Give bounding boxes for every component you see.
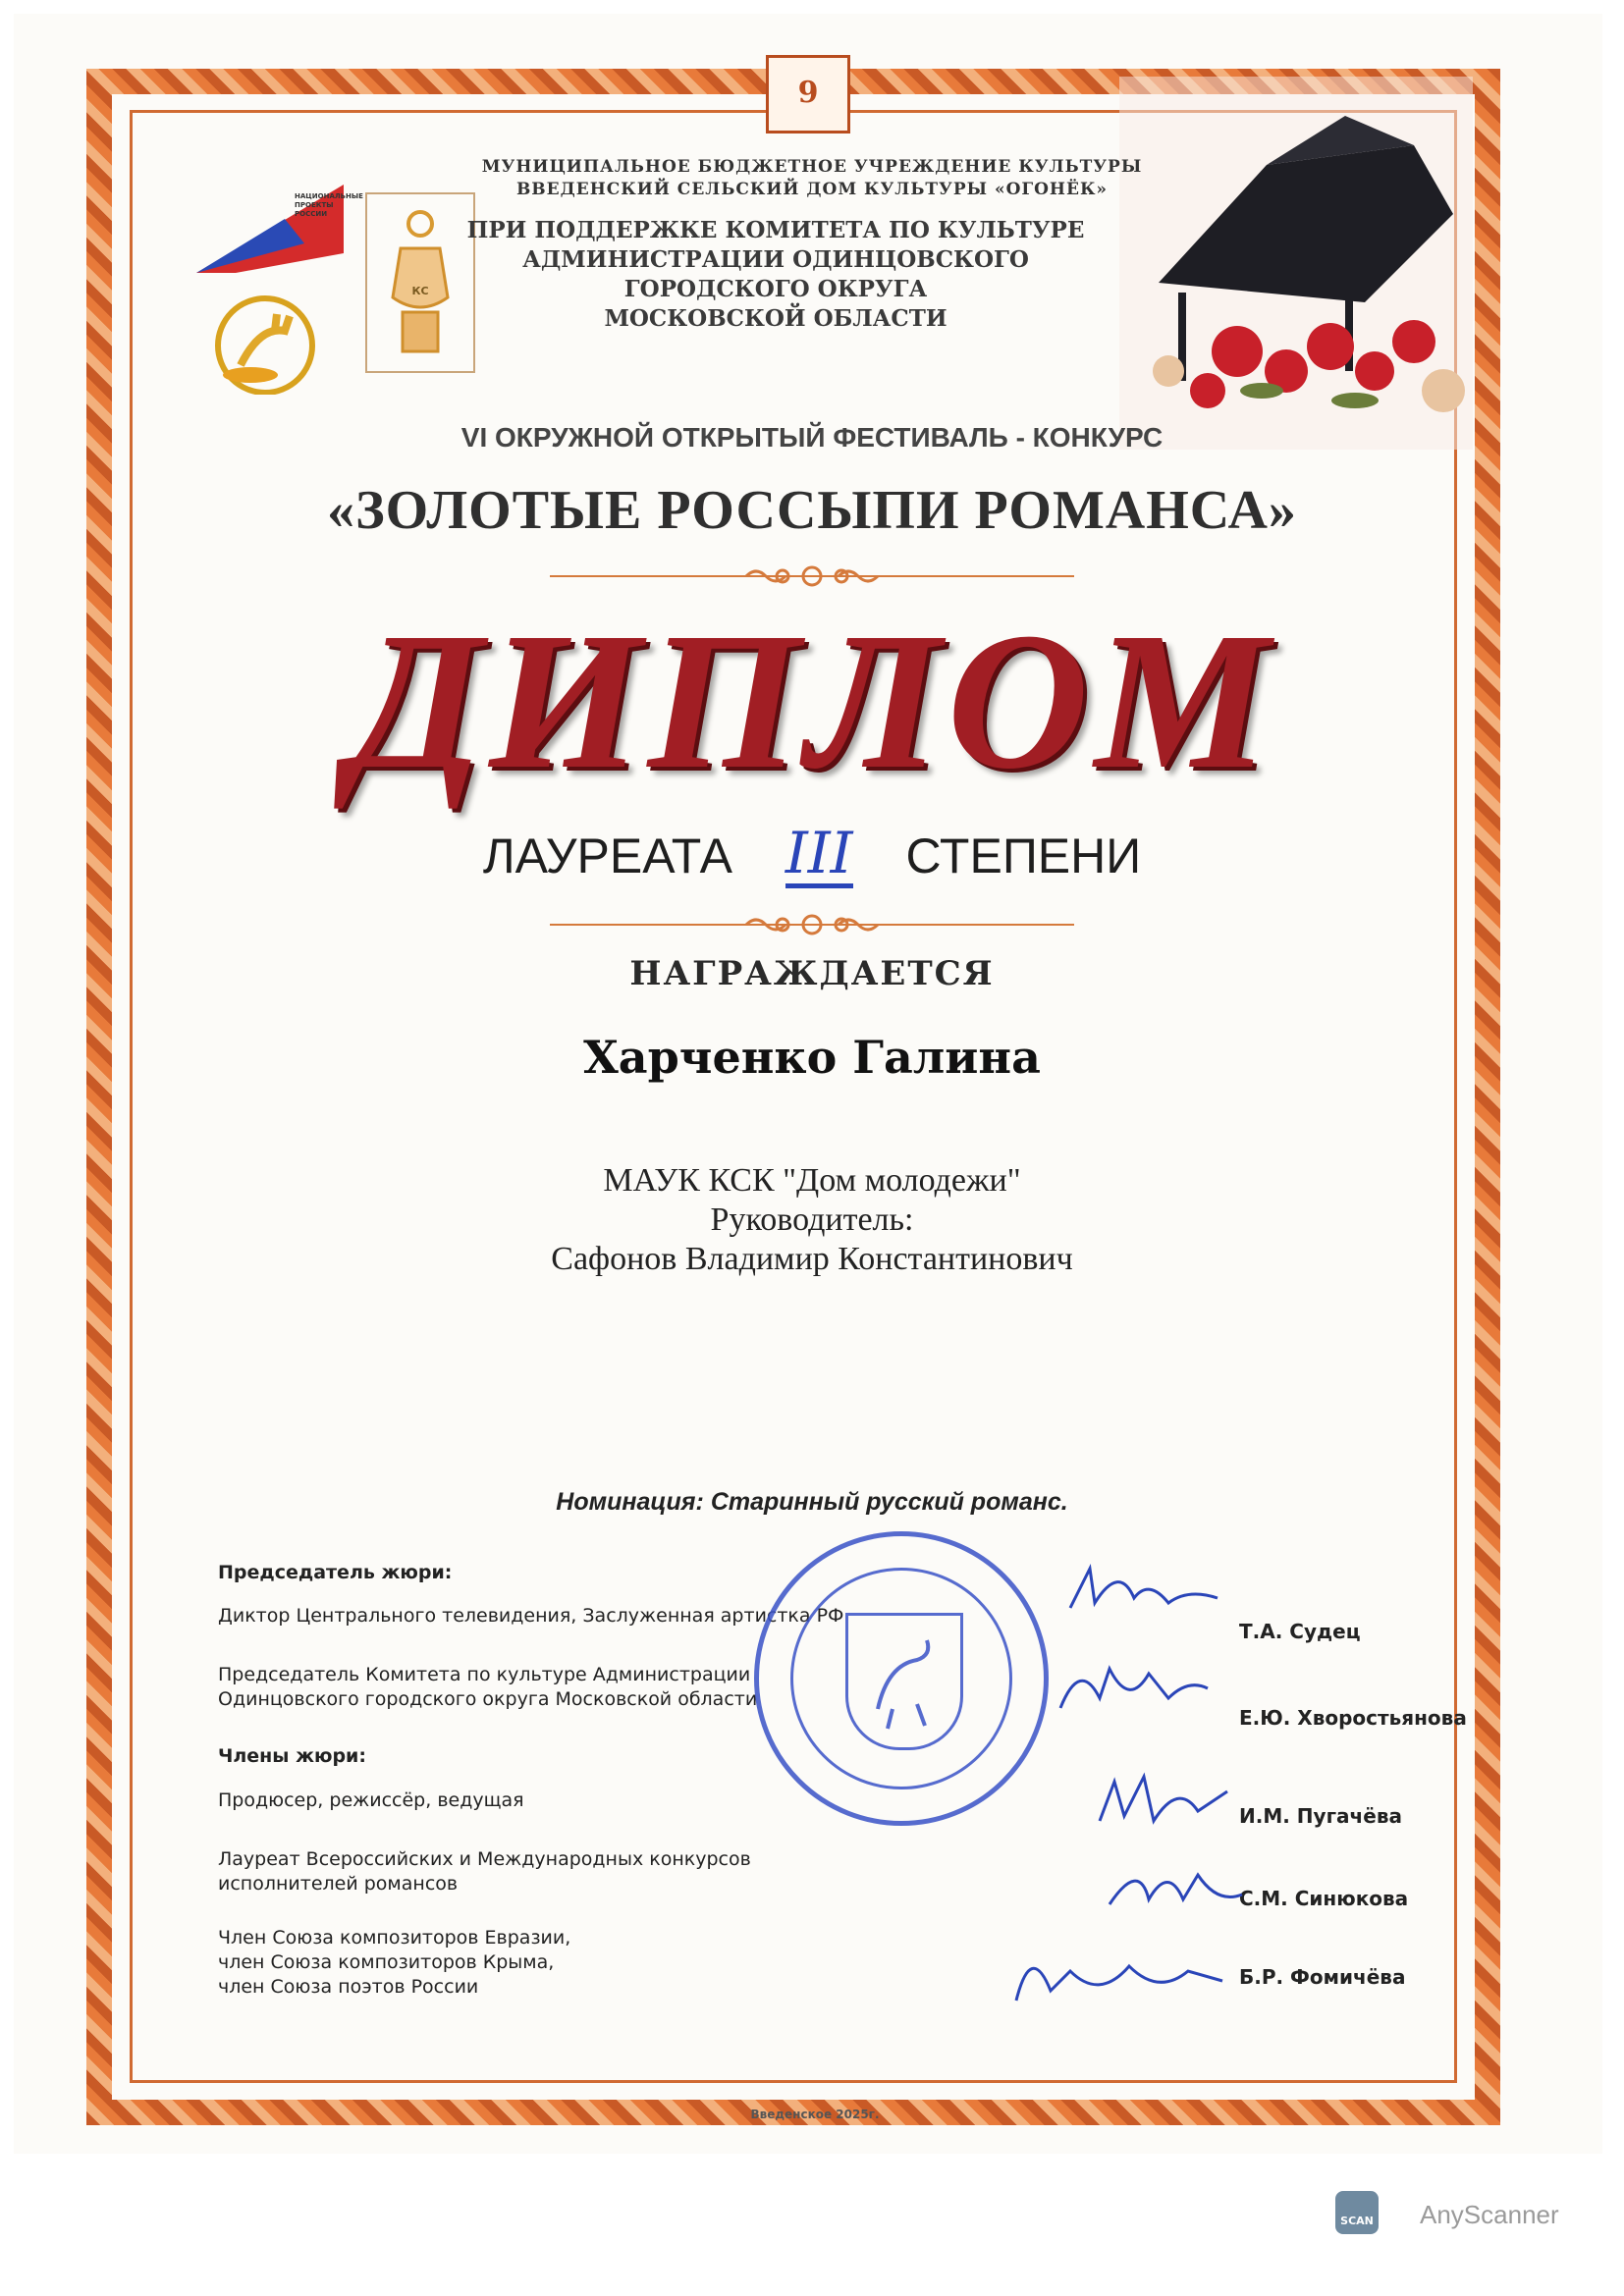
stamp-horse-icon	[848, 1616, 960, 1747]
member-3-role-line-2: член Союза композиторов Крыма,	[218, 1951, 555, 1973]
contest-title: «ЗОЛОТЫЕ РОССЫПИ РОМАНСА»	[327, 480, 1297, 541]
support-block	[334, 216, 1218, 334]
signature-member-1	[1090, 1762, 1237, 1841]
member-2-name: С.М. Синюкова	[1239, 1887, 1409, 1910]
scanner-app-icon	[1335, 2191, 1379, 2234]
leader-label: Руководитель:	[710, 1201, 914, 1238]
bottom-ornament	[550, 913, 1074, 936]
official-stamp	[754, 1531, 1049, 1826]
recipient-name: Харченко Галина	[583, 1031, 1041, 1084]
organization-line-1: МУНИЦИПАЛЬНОЕ БЮДЖЕТНОЕ УЧРЕЖДЕНИЕ КУЛЬТУРЫ	[481, 157, 1143, 177]
leader-name: Сафонов Владимир Константинович	[551, 1241, 1073, 1277]
nomination-label: Номинация:	[556, 1488, 704, 1516]
member-3-role-line-3: член Союза поэтов России	[218, 1976, 479, 1998]
member-3-name: Б.Р. Фомичёва	[1239, 1965, 1406, 1989]
samovar-logo-text: КС	[411, 285, 429, 297]
diploma-heading: ДИПЛОМ	[349, 593, 1275, 810]
committee-name: Е.Ю. Хворостьянова	[1239, 1706, 1467, 1730]
support-line-3: ГОРОДСКОГО ОКРУГА	[623, 276, 928, 302]
signature-member-3	[1001, 1932, 1227, 2020]
jury-chair-role: Диктор Центрального телевидения, Заслуженная артистка РФ	[218, 1605, 844, 1627]
committee-role-line-2: Одинцовского городского округа Московской области	[218, 1688, 758, 1710]
signature-chair	[1060, 1559, 1227, 1628]
national-projects-logo-text: НАЦИОНАЛЬНЫЕ ПРОЕКТЫ РОССИИ	[295, 192, 363, 218]
place-year: Введенское 2025г.	[750, 2108, 880, 2121]
jury-chair-name: Т.А. Судец	[1239, 1620, 1361, 1643]
nomination-line	[0, 1488, 1624, 1517]
laureate-label: ЛАУРЕАТА	[482, 828, 732, 883]
awarded-label: НАГРАЖДАЕТСЯ	[629, 954, 995, 993]
organization-line-2: ВВЕДЕНСКИЙ СЕЛЬСКИЙ ДОМ КУЛЬТУРЫ «ОГОНЁК»	[515, 180, 1109, 199]
signature-member-2	[1090, 1855, 1247, 1924]
crest-emblem	[766, 55, 850, 133]
support-line-2: АДМИНИСТРАЦИИ ОДИНЦОВСКОГО	[522, 246, 1029, 273]
festival-subtitle: VI ОКРУЖНОЙ ОТКРЫТЫЙ ФЕСТИВАЛЬ - КОНКУРС	[460, 422, 1164, 453]
laureate-degree-row	[0, 820, 1624, 888]
degree-handwritten: III	[785, 820, 853, 886]
member-2-role-line-2: исполнителей романсов	[218, 1873, 459, 1895]
jury-chair-heading: Председатель жюри:	[218, 1562, 453, 1583]
member-1-name: И.М. Пугачёва	[1239, 1804, 1402, 1828]
signature-committee	[1041, 1639, 1218, 1728]
top-ornament	[550, 564, 1074, 588]
deer-logo	[206, 287, 324, 395]
jury-members-heading: Члены жюри:	[218, 1745, 366, 1767]
scanner-app-name: AnyScanner	[1420, 2200, 1559, 2229]
committee-role-line-1: Председатель Комитета по культуре Администрации	[218, 1664, 751, 1685]
stamp-coat-of-arms	[845, 1613, 963, 1750]
member-3-role-line-1: Член Союза композиторов Евразии,	[218, 1927, 571, 1949]
member-2-role-line-1: Лауреат Всероссийских и Международных конкурсов	[218, 1848, 751, 1870]
member-1-role: Продюсер, режиссёр, ведущая	[218, 1789, 524, 1811]
recipient-organization: МАУК КСК "Дом молодежи"	[603, 1162, 1021, 1199]
crest-number: 9	[797, 76, 819, 110]
degree-label: СТЕПЕНИ	[905, 828, 1142, 883]
nomination-value: Старинный русский романс.	[710, 1488, 1068, 1516]
support-line-1: ПРИ ПОДДЕРЖКЕ КОМИТЕТА ПО КУЛЬТУРЕ	[466, 217, 1085, 243]
support-line-4: МОСКОВСКОЙ ОБЛАСТИ	[604, 305, 947, 332]
scanner-badge-label: SCAN	[1340, 2215, 1374, 2227]
